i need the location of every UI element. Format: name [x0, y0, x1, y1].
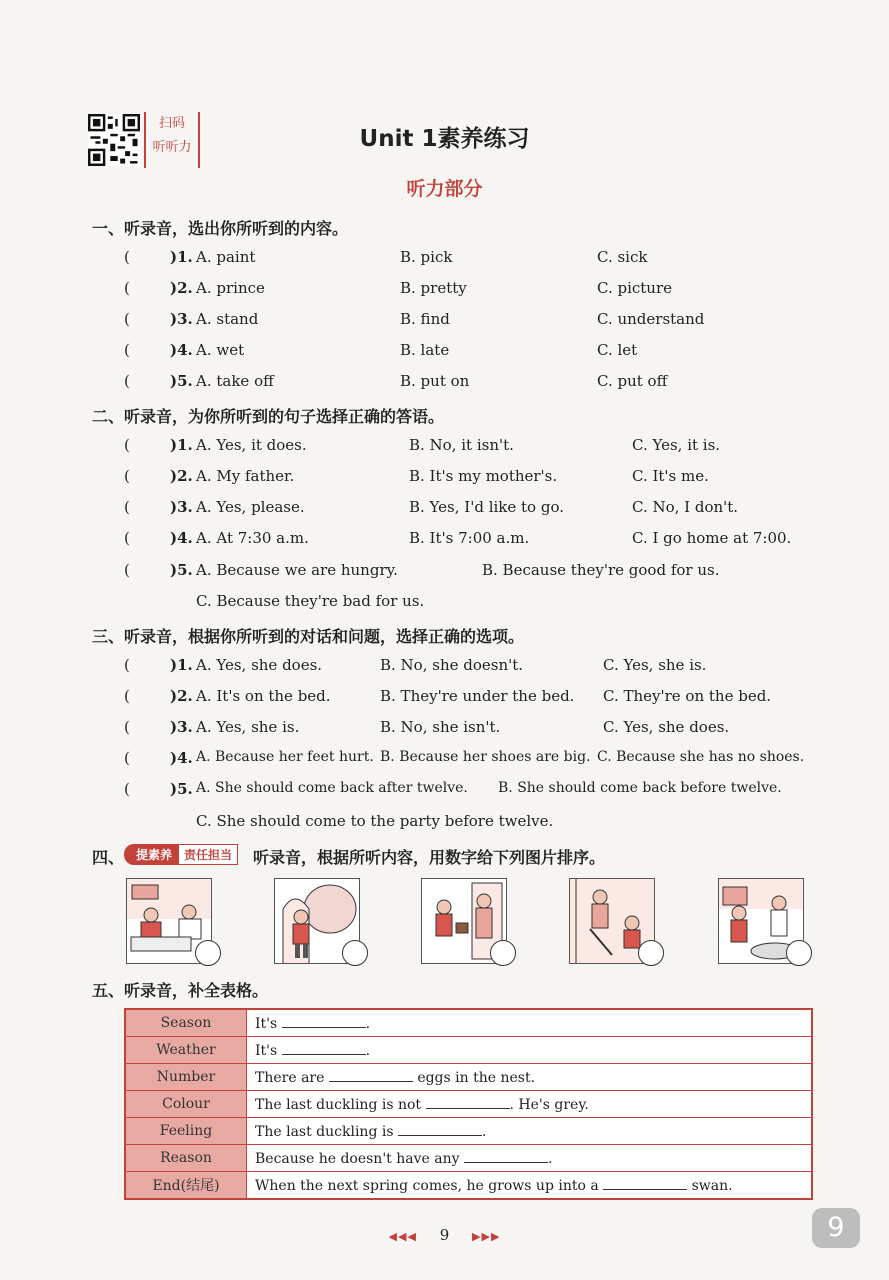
literacy-badge [124, 844, 238, 864]
option-b: B. It's my mother's. [409, 467, 558, 485]
row-header: Colour [125, 1091, 247, 1118]
option-b: B. They're under the bed. [380, 687, 575, 705]
page-subtitle: 听力部分 [406, 178, 483, 200]
fill-blank[interactable] [329, 1069, 413, 1082]
row-text-after: . [481, 1123, 487, 1140]
option-c: C. Because they're bad for us. [196, 592, 425, 610]
order-circle[interactable] [786, 940, 812, 966]
badge-tag: 责任担当 [178, 844, 238, 865]
answer-blank[interactable]: ( [124, 687, 130, 705]
page-number: 9 [439, 1226, 450, 1244]
row-text-after: eggs in the nest. [417, 1069, 536, 1086]
answer-blank[interactable]: ( [124, 467, 130, 485]
row-content [247, 1091, 813, 1118]
qr-label-line2: 听听力 [152, 140, 192, 155]
answer-blank[interactable]: ( [124, 656, 130, 674]
option-c: C. Yes, she does. [603, 718, 730, 736]
option-b: B. Because her shoes are big. [380, 749, 591, 765]
option-a: A. Yes, she is. [196, 718, 300, 736]
row-header: Weather [125, 1037, 247, 1064]
answer-blank[interactable]: ( [124, 372, 130, 390]
table-row [125, 1172, 812, 1200]
row-text-after: . [547, 1150, 553, 1167]
fill-table [124, 1008, 813, 1200]
prev-arrows-icon[interactable]: ◀◀◀ [388, 1230, 417, 1243]
option-a: A. Yes, it does. [196, 436, 307, 454]
option-b: B. No, she doesn't. [380, 656, 524, 674]
row-text-before: The last duckling is not [255, 1096, 422, 1113]
answer-blank[interactable]: ( [124, 529, 130, 547]
option-b: B. No, she isn't. [380, 718, 501, 736]
option-c: C. sick [597, 248, 648, 266]
row-text-after: swan. [691, 1177, 733, 1194]
option-a: A. At 7:30 a.m. [196, 529, 309, 547]
question-number: )4. [170, 341, 193, 359]
row-text-after: . He's grey. [509, 1096, 589, 1113]
badge-label: 提素养 [124, 844, 178, 865]
order-circle[interactable] [342, 940, 368, 966]
answer-blank[interactable]: ( [124, 436, 130, 454]
row-text-before: The last duckling is [255, 1123, 394, 1140]
answer-blank[interactable]: ( [124, 279, 130, 297]
option-c: C. let [597, 341, 638, 359]
section-4-title: 听录音，根据所听内容，用数字给下列图片排序。 [253, 848, 606, 867]
fill-blank[interactable] [426, 1096, 510, 1109]
option-c: C. Yes, it is. [632, 436, 721, 454]
answer-blank[interactable]: ( [124, 718, 130, 736]
answer-blank[interactable]: ( [124, 310, 130, 328]
section-3-title: 三、听录音，根据你所听到的对话和问题，选择正确的选项。 [92, 627, 525, 646]
option-b: B. late [400, 341, 450, 359]
row-content [247, 1009, 813, 1037]
option-c: C. They're on the bed. [603, 687, 772, 705]
answer-blank[interactable]: ( [124, 248, 130, 266]
question-number: )2. [170, 467, 193, 485]
order-circle[interactable] [638, 940, 664, 966]
question-number: )5. [170, 372, 193, 390]
option-a: A. Yes, please. [196, 498, 305, 516]
section-2-title: 二、听录音，为你所听到的句子选择正确的答语。 [92, 407, 445, 426]
question-number: )1. [170, 248, 193, 266]
option-b: B. No, it isn't. [409, 436, 514, 454]
option-c: C. picture [597, 279, 673, 297]
option-c: C. No, I don't. [632, 498, 739, 516]
row-content [247, 1037, 813, 1064]
table-row [125, 1064, 812, 1091]
next-arrows-icon[interactable]: ▶▶▶ [472, 1230, 501, 1243]
row-text-before: It's [255, 1015, 278, 1032]
fill-blank[interactable] [282, 1015, 366, 1028]
option-b: B. Yes, I'd like to go. [409, 498, 564, 516]
row-header: Reason [125, 1145, 247, 1172]
question-number: )3. [170, 718, 193, 736]
option-b: B. put on [400, 372, 470, 390]
table-row [125, 1118, 812, 1145]
row-header: Number [125, 1064, 247, 1091]
option-b: B. Because they're good for us. [482, 561, 720, 579]
question-number: )3. [170, 498, 193, 516]
option-a: A. stand [196, 310, 259, 328]
option-b: B. pick [400, 248, 453, 266]
option-a: A. take off [196, 372, 274, 390]
option-a: A. prince [196, 279, 265, 297]
option-a: A. Because her feet hurt. [196, 749, 374, 765]
question-number: )1. [170, 656, 193, 674]
option-c: C. Yes, she is. [603, 656, 707, 674]
answer-blank[interactable]: ( [124, 341, 130, 359]
answer-blank[interactable]: ( [124, 780, 130, 798]
section-4-prefix: 四、 [92, 848, 125, 867]
row-header: Season [125, 1009, 247, 1037]
row-text-before: It's [255, 1042, 278, 1059]
question-number: )5. [170, 780, 193, 798]
row-text-before: Because he doesn't have any [255, 1150, 460, 1167]
option-a: A. Because we are hungry. [196, 561, 398, 579]
order-circle[interactable] [195, 940, 221, 966]
row-text-after: . [365, 1015, 371, 1032]
table-row [125, 1145, 812, 1172]
question-number: )4. [170, 749, 193, 767]
table-row [125, 1009, 812, 1037]
fill-blank[interactable] [603, 1177, 687, 1190]
option-a: A. wet [196, 341, 245, 359]
option-c: C. put off [597, 372, 668, 390]
row-content [247, 1118, 813, 1145]
question-number: )4. [170, 529, 193, 547]
answer-blank[interactable]: ( [124, 749, 130, 767]
row-content [247, 1145, 813, 1172]
question-number: )2. [170, 687, 193, 705]
fill-blank[interactable] [464, 1150, 548, 1163]
question-number: )5. [170, 561, 193, 579]
question-number: )1. [170, 436, 193, 454]
option-c: C. It's me. [632, 467, 709, 485]
option-c: C. understand [597, 310, 705, 328]
option-c: C. Because she has no shoes. [597, 749, 805, 765]
page-title: Unit 1素养练习 [359, 126, 530, 152]
answer-blank[interactable]: ( [124, 498, 130, 516]
option-a: A. paint [196, 248, 256, 266]
question-number: )3. [170, 310, 193, 328]
option-b: B. pretty [400, 279, 467, 297]
fill-blank[interactable] [398, 1123, 482, 1136]
section-5-title: 五、听录音，补全表格。 [92, 981, 269, 1000]
row-text-before: There are [255, 1069, 325, 1086]
option-c: C. She should come to the party before twelve. [196, 812, 554, 830]
option-a: A. She should come back after twelve. [196, 780, 468, 796]
option-b: B. It's 7:00 a.m. [409, 529, 530, 547]
answer-blank[interactable]: ( [124, 561, 130, 579]
option-a: A. Yes, she does. [196, 656, 323, 674]
question-number: )2. [170, 279, 193, 297]
page-badge: 9 [812, 1208, 860, 1248]
option-b: B. She should come back before twelve. [498, 780, 782, 796]
row-text-before: When the next spring comes, he grows up into a [255, 1177, 599, 1194]
option-a: A. My father. [196, 467, 295, 485]
table-row [125, 1037, 812, 1064]
fill-blank[interactable] [282, 1042, 366, 1055]
option-a: A. It's on the bed. [196, 687, 331, 705]
option-b: B. find [400, 310, 450, 328]
option-c: C. I go home at 7:00. [632, 529, 792, 547]
row-header: Feeling [125, 1118, 247, 1145]
qr-label-line1: 扫码 [158, 116, 185, 131]
order-circle[interactable] [490, 940, 516, 966]
page-footer [0, 1226, 889, 1244]
table-row [125, 1091, 812, 1118]
row-content [247, 1172, 813, 1200]
row-content [247, 1064, 813, 1091]
row-header: End(结尾) [125, 1172, 247, 1200]
section-1-title: 一、听录音，选出你所听到的内容。 [92, 219, 349, 238]
row-text-after: . [365, 1042, 371, 1059]
